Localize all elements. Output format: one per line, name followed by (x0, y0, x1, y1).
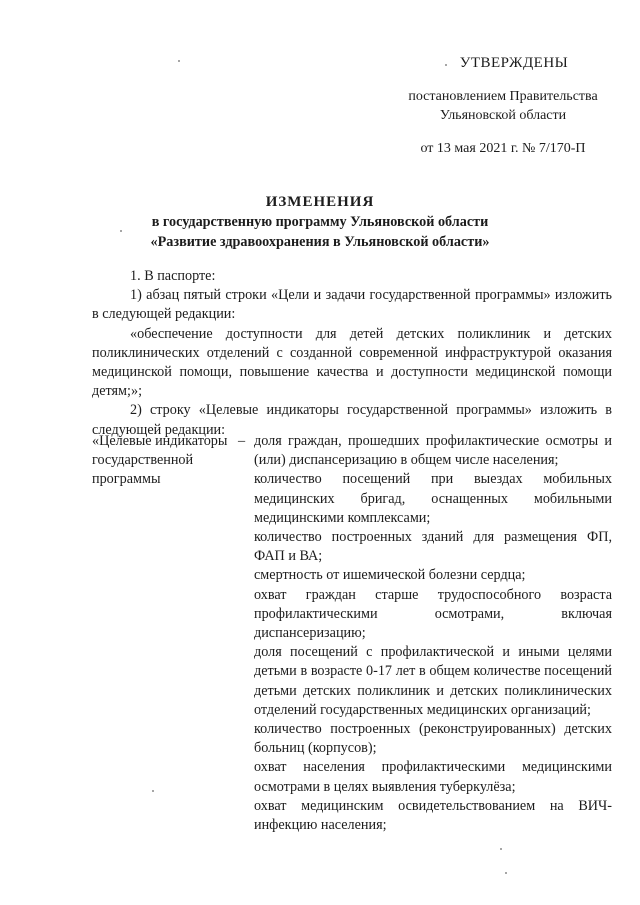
scan-speck (445, 64, 447, 66)
approval-title: УТВЕРЖДЕНЫ (459, 55, 569, 71)
scan-speck (178, 60, 180, 62)
indicator-item: охват граждан старше трудоспособного возраста профилактическими осмотрами, включая диспансеризацию; (254, 586, 612, 642)
doc-subtitle-2: «Развитие здравоохранения в Ульяновской области» (150, 234, 490, 250)
approval-line-1: постановлением Правительства (408, 89, 598, 104)
scan-speck (152, 790, 154, 792)
paragraph-4: 2) строку «Целевые индикаторы государственной программы» изложить в следующей редакции: (92, 402, 612, 438)
table-dash: – (238, 433, 246, 449)
scan-speck (120, 230, 122, 232)
indicator-item: доля граждан, прошедших профилактические осмотры и (или) диспансеризацию в общем числе населения; (254, 433, 612, 469)
indicator-item: охват населения профилактическими медицинскими осмотрами в целях выявления туберкулёза; (254, 759, 612, 795)
table-left-label: «Целевые индикаторы государственной программы (92, 433, 228, 488)
approval-block (388, 54, 618, 158)
table-right-column (254, 432, 612, 835)
paragraph-3: «обеспечение доступности для детей детских поликлиник и детских поликлинических отделений с созданной современной инфраструктурой оказания медицинской помощи, повышение качества и доступности медицинской помощи детям;»; (92, 325, 612, 400)
paragraph-2: 1) абзац пятый строки «Цели и задачи государственной программы» изложить в следующей редакции: (92, 287, 612, 323)
heading-block (80, 192, 560, 252)
scan-speck (505, 872, 507, 874)
doc-title: ИЗМЕНЕНИЯ (265, 194, 375, 210)
indicator-item: охват медицинским освидетельствованием на ВИЧ-инфекцию населения; (254, 797, 612, 834)
indicator-item: смертность от ишемической болезни сердца; (254, 567, 526, 584)
doc-subtitle-1: в государственную программу Ульяновской области (151, 214, 489, 230)
indicator-item: количество построенных (реконструированных) детских больниц (корпусов); (254, 721, 612, 757)
table-left-column (92, 432, 244, 490)
indicator-item: количество построенных зданий для размещения ФП, ФАП и ВА; (254, 529, 612, 565)
indicator-item: доля посещений с профилактической и иными целями детьми в возрасте 0-17 лет в общем количестве посещений детьми детских поликлиник и детских поликлинических отделений государственных медицинских организаций; (254, 644, 612, 718)
body-text (92, 267, 612, 440)
approval-date: от 13 мая 2021 г. № 7/170-П (420, 141, 586, 156)
scan-speck (500, 848, 502, 850)
approval-line-2: Ульяновской области (439, 108, 567, 123)
indicator-item: количество посещений при выездах мобильных медицинских бригад, оснащенных мобильными медицинскими комплексами; (254, 471, 612, 526)
paragraph-1: 1. В паспорте: (130, 268, 216, 284)
